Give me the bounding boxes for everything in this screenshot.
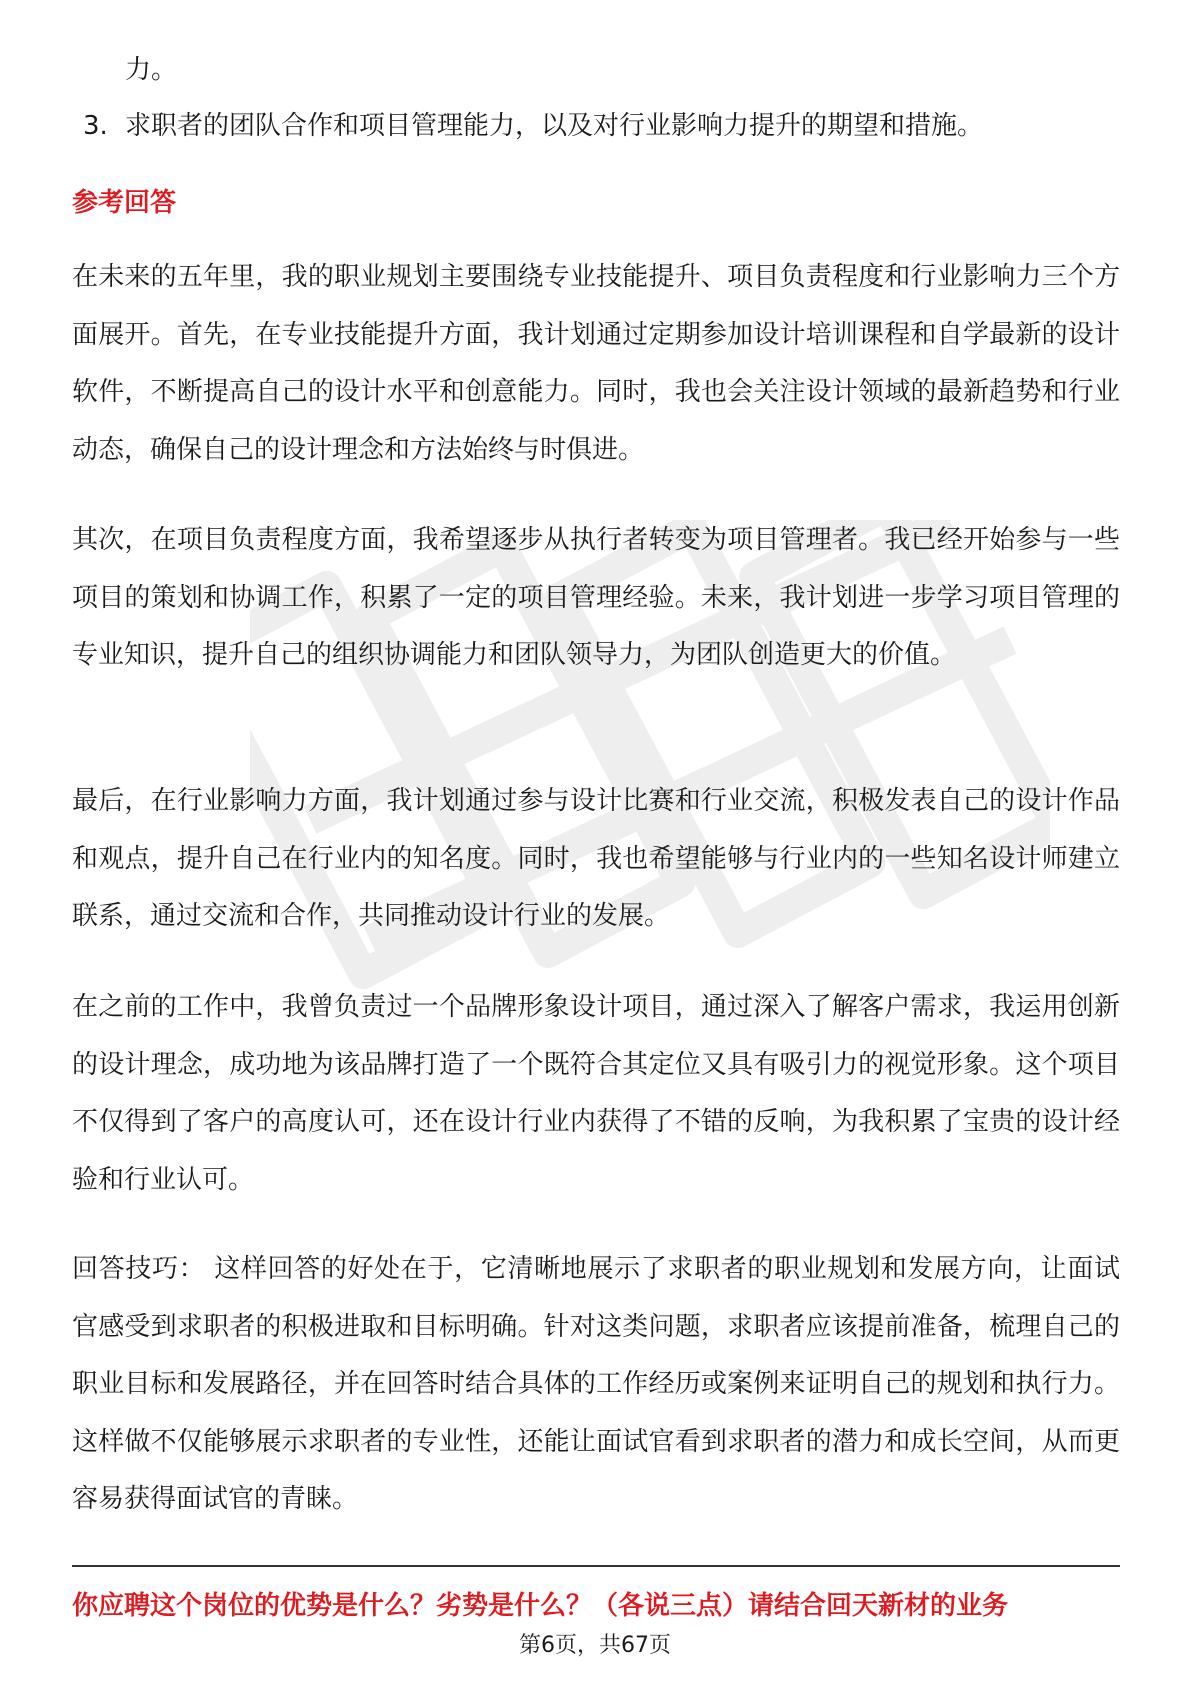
next-question-heading: 你应聘这个岗位的优势是什么？劣势是什么？（各说三点）请结合回天新材的业务 bbox=[72, 1591, 1009, 1621]
answer-paragraph: 其次，在项目负责程度方面，我希望逐步从执行者转变为项目管理者。我已经开始参与一些项目的策划和协调工作，积累了一定的项目管理经验。未来，我计划进一步学习项目管理的专业知识，提升自己的组织协调能力和团队领导力，为团队创造更大的价值。 bbox=[72, 525, 1120, 670]
list-item-number: 3. bbox=[83, 111, 108, 141]
list-item bbox=[83, 106, 1123, 146]
list-item-text: 求职者的团队合作和项目管理能力，以及对行业影响力提升的期望和措施。 bbox=[125, 111, 984, 141]
divider bbox=[72, 1565, 1120, 1567]
section-heading: 参考回答 bbox=[72, 188, 177, 218]
answer-paragraph: 最后，在行业影响力方面，我计划通过参与设计比赛和行业交流，积极发表自己的设计作品和观点，提升自己在行业内的知名度。同时，我也希望能够与行业内的一些知名设计师建立联系，通过交流和合作，共同推动设计行业的发展。 bbox=[72, 786, 1120, 931]
continuation-text: 力。 bbox=[125, 55, 178, 85]
answer-paragraph: 在之前的工作中，我曾负责过一个品牌形象设计项目，通过深入了解客户需求，我运用创新的设计理念，成功地为该品牌打造了一个既符合其定位又具有吸引力的视觉形象。这个项目不仅得到了客户的高度认可，还在设计行业内获得了不错的反响，为我积累了宝贵的设计经验和行业认可。 bbox=[72, 992, 1120, 1195]
page-number: 第6页，共67页 bbox=[519, 1633, 671, 1658]
answer-paragraph: 在未来的五年里，我的职业规划主要围绕专业技能提升、项目负责程度和行业影响力三个方面展开。首先，在专业技能提升方面，我计划通过定期参加设计培训课程和自学最新的设计软件，不断提高自己的设计水平和创意能力。同时，我也会关注设计领域的最新趋势和行业动态，确保自己的设计理念和方法始终与时俱进。 bbox=[72, 262, 1120, 465]
answer-tips-paragraph: 回答技巧： 这样回答的好处在于，它清晰地展示了求职者的职业规划和发展方向，让面试官感受到求职者的积极进取和目标明确。针对这类问题，求职者应该提前准备，梳理自己的职业目标和发展路径，并在回答时结合具体的工作经历或案例来证明自己的规划和执行力。这样做不仅能够展示求职者的专业性，还能让面试官看到求职者的潜力和成长空间，从而更容易获得面试官的青睐。 bbox=[72, 1254, 1120, 1514]
